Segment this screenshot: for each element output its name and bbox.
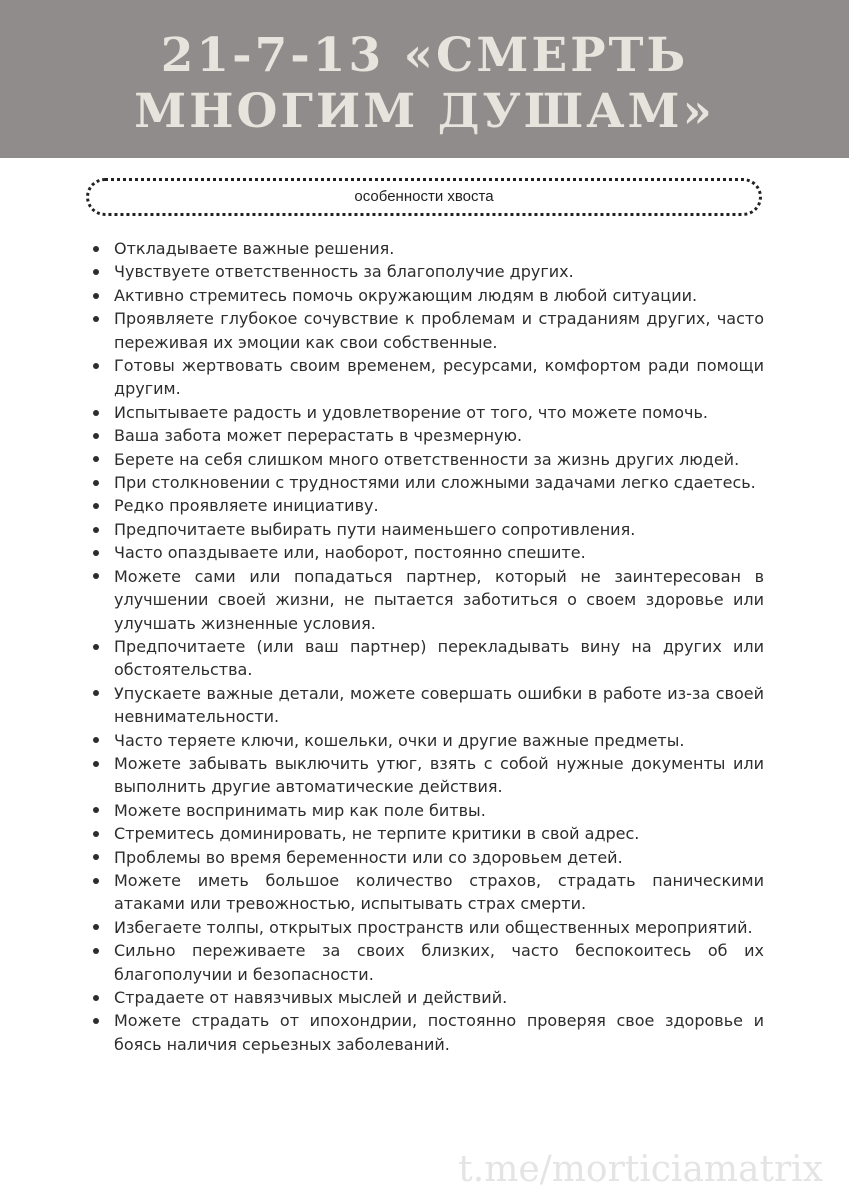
list-item (92, 471, 764, 494)
list-item-text: Избегаете толпы, открытых пространств или общественных мероприятий. (114, 917, 753, 937)
list-item-text: Испытываете радость и удовлетворение от того, что можете помочь. (114, 402, 708, 422)
bullet-dot (93, 246, 99, 252)
bullet-dot (93, 924, 99, 930)
list-item (92, 354, 764, 401)
bullet-dot (93, 737, 99, 743)
list-item (92, 822, 764, 845)
bullet-dot (93, 269, 99, 275)
bullet-dot (93, 550, 99, 556)
list-item (92, 729, 764, 752)
bullet-dot (93, 480, 99, 486)
list-item-text: Можете воспринимать мир как поле битвы. (114, 800, 486, 820)
bullet-dot (93, 527, 99, 533)
traits-list (92, 237, 764, 1056)
list-item-text: Стремитесь доминировать, не терпите критики в свой адрес. (114, 824, 640, 844)
list-item (92, 401, 764, 424)
list-item-text: Проблемы во время беременности или со здоровьем детей. (114, 847, 623, 867)
title-banner (0, 0, 849, 158)
list-item (92, 237, 764, 260)
bullet-dot (93, 316, 99, 322)
list-item (92, 260, 764, 283)
list-item-text: Страдаете от навязчивых мыслей и действий. (114, 988, 508, 1007)
list-item (92, 682, 764, 729)
list-item (92, 635, 764, 682)
bullet-dot (93, 995, 99, 1001)
list-item (92, 916, 764, 939)
list-item-text: Упускаете важные детали, можете совершать ошибки в работе из-за своей невнимательности. (114, 683, 764, 727)
bullet-dot (93, 410, 99, 416)
section-label: особенности хвоста (86, 178, 762, 216)
list-item-text: Чувствуете ответственность за благополучие других. (114, 262, 574, 282)
list-item-text: Проявляете глубокое сочувствие к проблемам и страданиям других, часто переживая их эмоции как свои собственные. (114, 309, 764, 352)
bullet-dot (93, 878, 99, 884)
list-item (92, 752, 764, 799)
list-item-text: Можете иметь большое количество страхов, страдать паническими атаками или тревожностью, испытывать страх смерти. (114, 870, 764, 914)
bullet-dot (93, 456, 99, 462)
list-item (92, 448, 764, 471)
list-item (92, 518, 764, 541)
list-item-text: Часто теряете ключи, кошельки, очки и другие важные предметы. (114, 730, 685, 750)
bullet-dot (93, 1018, 99, 1024)
list-item-text: Предпочитаете (или ваш партнер) перекладывать вину на других или обстоятельства. (114, 636, 764, 680)
list-item-text: Берете на себя слишком много ответственности за жизнь других людей. (114, 449, 740, 469)
bullet-dot (93, 363, 99, 369)
list-item (92, 846, 764, 869)
page-title-line-2: МНОГИМ ДУШАМ» (134, 84, 715, 139)
list-item-text: При столкновении с трудностями или сложными задачами легко сдаетесь. (114, 473, 756, 493)
list-item (92, 799, 764, 822)
bullet-dot (93, 948, 99, 954)
list-item-text: Активно стремитесь помочь окружающим людям в любой ситуации. (114, 285, 698, 305)
bullet-dot (93, 831, 99, 837)
watermark: t.me/morticiamatrix (458, 1149, 823, 1190)
list-item (92, 284, 764, 307)
list-item (92, 424, 764, 447)
list-item (92, 307, 764, 354)
bullet-dot (93, 433, 99, 439)
page-title-line-1: 21-7-13 «СМЕРТЬ (160, 28, 689, 83)
list-item-text: Редко проявляете инициативу. (114, 496, 379, 516)
list-item (92, 494, 764, 517)
list-item (92, 565, 764, 635)
list-item-text: Можете сами или попадаться партнер, который не заинтересован в улучшении своей жизни, не пытается заботиться о своем здоровье или улучшать жизненные условия. (114, 566, 764, 633)
bullet-dot (93, 503, 99, 509)
list-item (92, 541, 764, 564)
list-item-text: Откладываете важные решения. (114, 239, 395, 258)
bullet-dot (93, 854, 99, 860)
list-item-text: Готовы жертвовать своим временем, ресурсами, комфортом ради помощи другим. (114, 356, 764, 399)
list-item-text: Ваша забота может перерастать в чрезмерную. (114, 426, 523, 446)
bullet-dot (93, 761, 99, 767)
list-item-text: Можете страдать от ипохондрии, постоянно проверяя свое здоровье и боясь наличия серьезных заболеваний. (114, 1011, 764, 1054)
bullet-dot (93, 293, 99, 299)
bullet-dot (93, 644, 99, 650)
list-item-text: Можете забывать выключить утюг, взять с собой нужные документы или выполнить другие автоматические действия. (114, 753, 764, 797)
list-item-text: Сильно переживаете за своих близких, часто беспокоитесь об их благополучии и безопасности. (114, 941, 764, 984)
list-item (92, 986, 764, 1009)
list-item-text: Предпочитаете выбирать пути наименьшего сопротивления. (114, 519, 636, 539)
list-item (92, 939, 764, 986)
list-item (92, 1009, 764, 1056)
list-item (92, 869, 764, 916)
bullet-dot (93, 573, 99, 579)
bullet-dot (93, 807, 99, 813)
list-item-text: Часто опаздываете или, наоборот, постоянно спешите. (114, 543, 586, 563)
bullet-dot (93, 690, 99, 696)
